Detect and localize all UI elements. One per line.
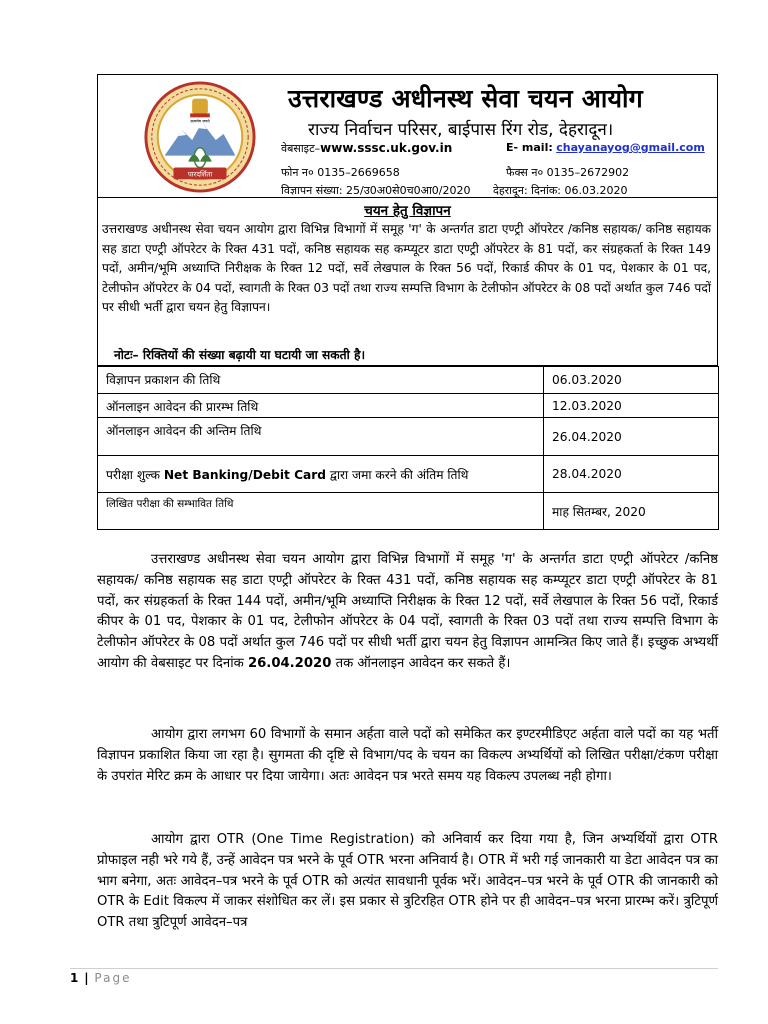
important-dates-table	[97, 366, 719, 530]
email-line	[506, 141, 705, 154]
date-label: लिखित परीक्षा की सम्भावित तिथि	[98, 493, 544, 530]
logo-ribbon-text: पारदर्शिता	[187, 170, 213, 179]
organization-address: राज्य निर्वाचन परिसर, बाईपास रिंग रोड, देहरादून।	[308, 120, 614, 140]
letterhead	[97, 74, 718, 198]
date-value: 28.04.2020	[544, 456, 719, 493]
date-value: माह सितम्बर, 2020	[544, 493, 719, 530]
announcement-body: उत्तराखण्ड अधीनस्थ सेवा चयन आयोग द्वारा विभिन्न विभागों में समूह 'ग' के अन्तर्गत डाटा एण्ट्री ऑपरेटर /कनिष्ठ सहायक/ कनिष्ठ सहायक सह डाटा एण्ट्री ऑपरेटर के रिक्त 431 पदों, कनिष्ठ सहायक सह कम्प्यूटर डाटा एण्ट्री ऑपरेटर के 81 पदों, कर संग्रहकर्ता के रिक्त 149 पदों, अमीन/भूमि अध्याप्ति निरीक्षक के रिक्त 12 पदों, सर्वे लेखपाल के रिक्त 56 पदों, रिकार्ड कीपर के 01 पद, पेशकार के 01 पद, टेलीफोन ऑपरेटर के 04 पदों, स्वागती के रिक्त 03 पदों तथा राज्य सम्पत्ति विभाग के टेलीफोन ऑपरेटर के 08 पदों अर्थात कुल 746 पदों पर सीधी भर्ती द्वारा चयन हेतु विज्ञापन।	[102, 222, 711, 315]
date-label: ऑनलाइन आवेदन की अन्तिम तिथि	[98, 418, 544, 456]
table-row	[98, 493, 719, 530]
advertisement-date: देहरादून: दिनांक: 06.03.2020	[493, 184, 628, 197]
organization-name: उत्तराखण्ड अधीनस्थ सेवा चयन आयोग	[288, 84, 643, 113]
page-footer	[70, 971, 131, 985]
email-link[interactable]: chayanayog@gmail.com	[556, 141, 705, 154]
commission-emblem-icon	[141, 79, 259, 195]
date-value: 06.03.2020	[544, 367, 719, 394]
footer-divider	[70, 968, 718, 969]
logo-motto-text: सत्यमेव जयते	[190, 118, 210, 124]
page-number: 1	[70, 971, 79, 985]
date-label: परीक्षा शुल्क Net Banking/Debit Card द्वारा जमा करने की अंतिम तिथि	[98, 456, 544, 493]
phone-number: फोन न० 0135–2669658	[281, 166, 400, 179]
website-label: वेबसाइट–	[281, 142, 321, 155]
footer-separator: |	[84, 971, 89, 985]
date-value: 26.04.2020	[544, 418, 719, 456]
date-value: 12.03.2020	[544, 394, 719, 418]
paragraph-vacancies: उत्तराखण्ड अधीनस्थ सेवा चयन आयोग द्वारा विभिन्न विभागों में समूह 'ग' के अन्तर्गत डाटा एण्ट्री ऑपरेटर /कनिष्ठ सहायक/ कनिष्ठ सहायक सह डाटा एण्ट्री ऑपरेटर के रिक्त 431 पदों, कनिष्ठ सहायक सह कम्प्यूटर डाटा एण्ट्री ऑपरेटर के 81 पदों, कर संग्रहकर्ता के रिक्त 144 पदों, अमीन/भूमि अध्याप्ति निरीक्षक के रिक्त 12 पदों, सर्वे लेखपाल के रिक्त 56 पदों, रिकार्ड कीपर के 01 पद, पेशकार के 01 पद, टेलीफोन ऑपरेटर के 04 पदों, स्वागती के रिक्त 03 पदों तथा राज्य सम्पत्ति विभाग के टेलीफोन ऑपरेटर के 08 पदों अर्थात कुल 746 पदों पर सीधी भर्ती द्वारा चयन हेतु विज्ञापन आमन्त्रित किए जाते हैं। इच्छुक अभ्यर्थी आयोग की वेबसाइट पर दिनांक 26.04.2020 तक ऑनलाइन आवेदन कर सकते हैं।	[97, 552, 718, 671]
date-label: विज्ञापन प्रकाशन की तिथि	[98, 367, 544, 394]
paragraph-selection: आयोग द्वारा लगभग 60 विभागों के समान अर्हता वाले पदों को समेकित कर इण्टरमीडिएट अर्हता वाले पदों का यह भर्ती विज्ञापन प्रकाशित किया जा रहा है। सुगमता की दृष्टि से विभाग/पद के चयन का विकल्प अभ्यर्थियों को लिखित परीक्षा/टंकण परीक्षा के उपरांत मेरिट क्रम के आधार पर दिया जायेगा। अतः आवेदन पत्र भरते समय यह विकल्प उपलब्ध नही होगा।	[97, 727, 718, 784]
announcement-box	[97, 198, 718, 366]
paragraph-otr: आयोग द्वारा OTR (One Time Registration) को अनिवार्य कर दिया गया है, जिन अभ्यर्थियों द्वारा OTR प्रोफाइल नही भरे गये हैं, उन्हें आवेदन पत्र भरने के पूर्व OTR भरना अनिवार्य है। OTR में भरी गई जानकारी या डेटा आवेदन पत्र का भाग बनेगा, अतः आवेदन–पत्र भरने के पूर्व OTR को अत्यंत सावधानी पूर्वक भरें। आवेदन–पत्र भरने के पूर्व OTR की जानकारी को OTR के Edit विकल्प में जाकर संशोधित कर लें। इस प्रकार से त्रुटिरहित OTR होने पर ही आवेदन–पत्र भरना प्रारम्भ करें। त्रुटिपूर्ण OTR तथा त्रुटिपूर्ण आवेदन–पत्र	[97, 832, 718, 931]
table-row	[98, 418, 719, 456]
table-row	[98, 456, 719, 493]
date-label: ऑनलाइन आवेदन की प्रारम्भ तिथि	[98, 394, 544, 418]
website-line	[281, 141, 452, 156]
fax-number: फैक्स न० 0135–2672902	[506, 166, 630, 179]
table-row	[98, 367, 719, 394]
advertisement-number: विज्ञापन संख्या: 25/उ0अ0से0च0आ0/2020	[281, 184, 471, 197]
announcement-title: चयन हेतु विज्ञापन	[364, 203, 451, 219]
vacancy-note: नोटः– रिक्तियों की संख्या बढ़ायी या घटायी जा सकती है।	[114, 348, 366, 362]
email-label: E- mail:	[506, 141, 553, 154]
table-row	[98, 394, 719, 418]
website-link[interactable]: www.sssc.uk.gov.in	[320, 141, 453, 155]
page-label: Page	[94, 971, 132, 985]
